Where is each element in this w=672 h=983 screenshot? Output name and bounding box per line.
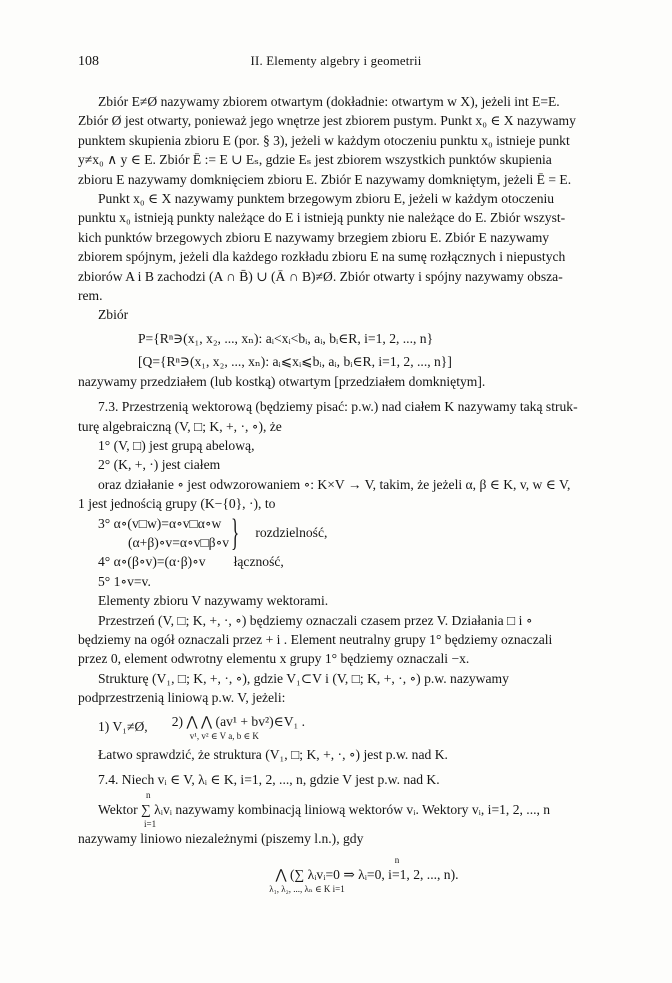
p1-line-1: Zbiór E≠Ø nazywamy zbiorem otwartym (dokładnie: otwartym w X), jeżeli int E=E.	[98, 94, 560, 109]
formula-lower-index: λ₁, λ₂, ..., λₙ ∈ K i=1	[269, 884, 345, 895]
p2-line-1: Punkt x₀ ∈ X nazywamy punktem brzegowym zbioru E, jeżeli w każdym otoczeniu	[98, 191, 555, 207]
axiom-1: 1° (V, □) jest grupą abelową,	[98, 437, 255, 453]
s73-line-1: 7.3. Przestrzenią wektorową (będziemy pisać: p.w.) nad ciałem K nazywamy taką struk-	[98, 399, 578, 415]
s73-line-9: Strukturę (V₁, □; K, +, ·, ∘), gdzie V₁⊂V i (V, □; K, +, ·, ∘) p.w. nazywamy	[98, 670, 509, 686]
s73-line-10: podprzestrzenią liniową p.w. V, jeżeli:	[78, 690, 286, 706]
p3-intro: Zbiór	[98, 307, 129, 323]
subspace-conditions	[78, 712, 656, 741]
condition-2-subscripts: v¹, v² ∈ V a, b ∈ K	[189, 731, 259, 741]
formula-upper-index: n	[394, 854, 400, 865]
s74-line-3: nazywamy liniowo niezależnymi (piszemy l.n.), gdy	[78, 831, 364, 847]
p1-line-4: y≠x₀ ∧ y ∈ E. Zbiór Ē := E ∪ Eₛ, gdzie Eₛ jest zbiorem wszystkich punktów skupienia	[78, 152, 552, 168]
condition-2-block	[172, 712, 305, 741]
p2-line-2: punktu x₀ istnieją punkty należące do E i istnieją punkty nie należące do E. Zbiór wszyst-	[78, 210, 566, 226]
axiom-4-formula: 4° α∘(β∘v)=(α·β)∘v	[98, 554, 206, 570]
s73-line-3: oraz działanie ∘ jest odwzorowaniem ∘: K×V → V, takim, że jeżeli α, β ∈ K, v, w ∈ V,	[98, 476, 571, 492]
p2-line-6: rem.	[78, 288, 103, 304]
axiom-3	[78, 511, 656, 554]
s73-line-4: 1 jest jednością grupy (K−{0}, ·), to	[78, 496, 276, 512]
formula-closed-interval: [Q={Rⁿ∋(x₁, x₂, ..., xₙ): aᵢ⩽xᵢ⩽bᵢ, aᵢ, bᵢ∈R, i=1, 2, ..., n}]	[138, 354, 452, 370]
axiom-2: 2° (K, +, ·) jest ciałem	[98, 457, 221, 473]
p3-outro: nazywamy przedziałem (lub kostką) otwartym [przedziałem domkniętym].	[78, 373, 486, 389]
formula-open-interval: P={Rⁿ∋(x₁, x₂, ..., xₙ): aᵢ<xᵢ<bᵢ, aᵢ, bᵢ∈R, i=1, 2, ..., n}	[138, 330, 434, 346]
s73-line-6: Przestrzeń (V, □; K, +, ·, ∘) będziemy oznaczali czasem przez V. Działania □ i ∘	[98, 612, 533, 628]
condition-2: 2) ⋀ ⋀ (av¹ + bv²)∈V₁ .	[171, 713, 306, 729]
sum-lower-index: i=1	[144, 819, 157, 830]
p2-line-5: zbiorów A i B zachodzi (A ∩ B̄) ∪ (Ā ∩ B)≠Ø. Zbiór otwarty i spójny nazywamy obsza-	[78, 268, 563, 284]
s73-line-2: turę algebraiczną (V, □; K, +, ·, ∘), że	[78, 418, 282, 434]
sum-upper-index: n	[146, 789, 151, 800]
s73-line-7: będziemy na ogół oznaczali przez + i . Element neutralny grupy 1° będziemy oznaczali	[78, 631, 553, 647]
s74-line-2: Wektor ∑ λᵢvᵢ nazywamy kombinacją liniową wektorów vᵢ. Wektory vᵢ, i=1, 2, ..., n	[98, 801, 551, 817]
s74-line-1: 7.4. Niech vᵢ ∈ V, λᵢ ∈ K, i=1, 2, ..., n, gdzie V jest p.w. nad K.	[98, 772, 440, 788]
right-brace: }	[231, 511, 240, 554]
p2-line-3: kich punktów brzegowych zbioru E nazywamy brzegiem zbioru E. Zbiór E nazywamy	[78, 229, 550, 245]
axiom-4	[78, 552, 656, 571]
axiom-3b: (α+β)∘v=α∘v□β∘v	[128, 534, 230, 550]
page-body	[78, 92, 656, 894]
condition-1: 1) V₁≠Ø,	[98, 718, 148, 734]
p1-line-3: punktem skupienia zbioru E (por. § 3), jeżeli w każdym otoczeniu punktu x₀ istnieje punkt	[78, 132, 570, 148]
axiom-5: 5° 1∘v=v.	[98, 573, 151, 589]
p2-line-4: zbiorem spójnym, jeżeli dla każdego rozkładu zbioru E na sumę rozłącznych i niepustych	[78, 249, 566, 265]
p1-line-5: zbioru E nazywamy domknięciem zbioru E. Zbiór E nazywamy domkniętym, jeżeli Ē = E.	[78, 171, 572, 187]
p1-line-2: Zbiór Ø jest otwarty, ponieważ jego wnętrze jest zbiorem pustym. Punkt x₀ ∈ X nazywamy	[78, 113, 576, 129]
linear-independence-formula: ⋀ (∑ λᵢvᵢ=0 ⇒ λᵢ=0, i=1, 2, ..., n).	[275, 866, 459, 882]
s73-line-8: przez 0, element odwrotny elementu x grupy 1° będziemy oznaczali −x.	[78, 651, 470, 667]
distributivity-label: rozdzielność,	[255, 525, 328, 541]
s73-line-5: Elementy zbioru V nazywamy wektorami.	[98, 593, 329, 609]
s73-line-11: Łatwo sprawdzić, że struktura (V₁, □; K, +, ·, ∘) jest p.w. nad K.	[98, 747, 448, 762]
associativity-label: łączność,	[233, 554, 284, 570]
page-header	[78, 52, 594, 70]
page-number: 108	[78, 54, 99, 69]
running-title: II. Elementy algebry i geometrii	[250, 54, 422, 68]
axiom-3a: 3° α∘(v□w)=α∘v□α∘w	[98, 515, 222, 531]
